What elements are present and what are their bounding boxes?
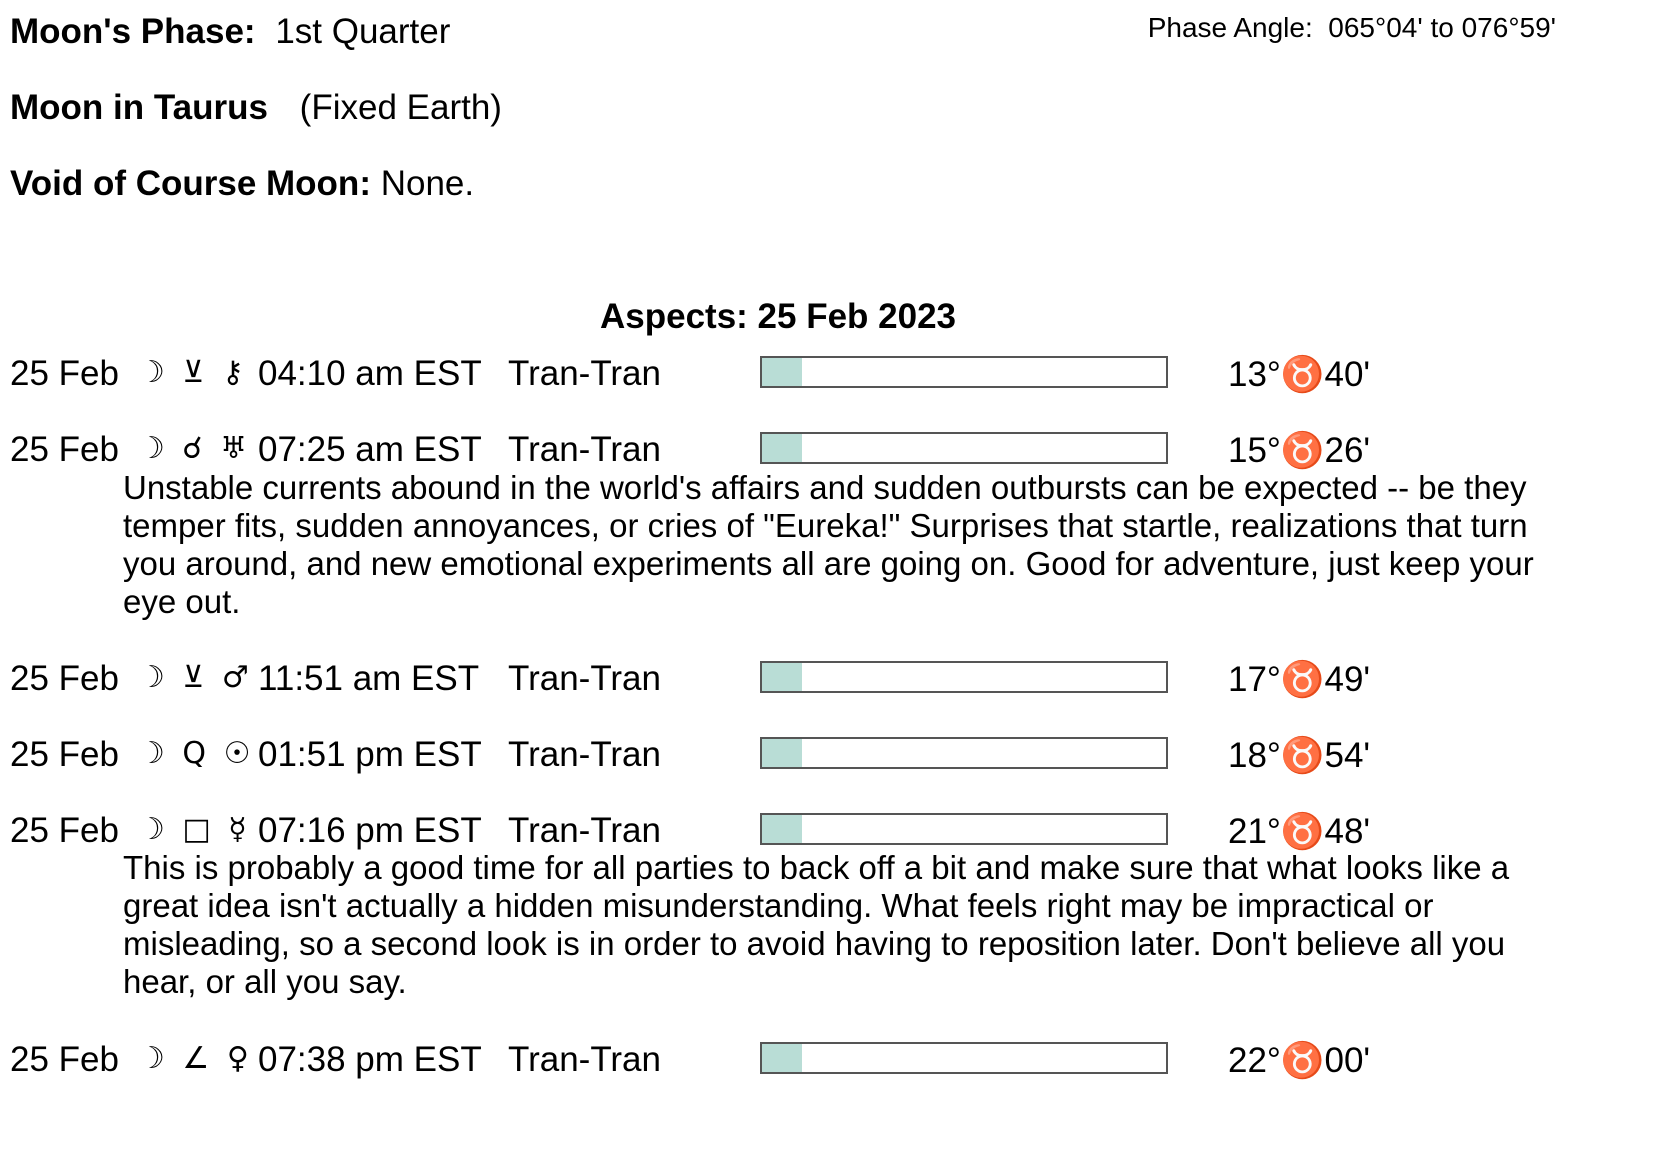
strength-fill — [762, 434, 802, 462]
aspect-position: 15°♉26' — [1228, 431, 1371, 470]
strength-fill — [762, 739, 802, 767]
aspect-glyphs: ☽ ☌ ♅ — [138, 431, 252, 466]
aspect-time: 07:16 pm EST — [258, 811, 482, 850]
aspect-type: Tran-Tran — [508, 430, 661, 469]
aspect-type: Tran-Tran — [508, 811, 661, 850]
aspect-type: Tran-Tran — [508, 354, 661, 393]
aspect-glyphs: ☽ ∠ ♀ — [138, 1041, 253, 1076]
strength-fill — [762, 358, 802, 386]
aspect-strength-bar — [760, 432, 1168, 464]
moon-sign-value: (Fixed Earth) — [299, 88, 502, 127]
aspect-strength-bar — [760, 737, 1168, 769]
aspect-date: 25 Feb — [10, 659, 119, 698]
aspect-glyphs: ☽ □ ☿ — [138, 812, 251, 847]
aspect-date: 25 Feb — [10, 735, 119, 774]
void-of-course-value: None. — [380, 164, 475, 203]
aspect-description: Unstable currents abound in the world's affairs and sudden outbursts can be expected -- be they temper fits, sudden annoyances, or cries of "Eureka!" Surprises that startle, realizations that turn you around, and new emotional experiments all are going on. Good for adventure, just keep your eye out. — [123, 469, 1534, 620]
aspect-time: 07:38 pm EST — [258, 1040, 482, 1079]
void-of-course-line — [10, 164, 474, 204]
aspect-position: 17°♉49' — [1228, 660, 1371, 699]
aspect-glyphs: ☽ Q ☉ — [138, 736, 255, 771]
void-of-course-label: Void of Course Moon: — [10, 164, 371, 203]
aspect-date: 25 Feb — [10, 1040, 119, 1079]
aspect-time: 11:51 am EST — [258, 659, 480, 698]
moon-phase-label: Moon's Phase: — [10, 12, 256, 51]
aspect-time: 07:25 am EST — [258, 430, 482, 469]
moon-sign-line — [10, 88, 502, 128]
aspect-type: Tran-Tran — [508, 659, 661, 698]
aspect-date: 25 Feb — [10, 811, 119, 850]
aspect-strength-bar — [760, 1042, 1168, 1074]
aspect-position: 13°♉40' — [1228, 355, 1371, 394]
aspect-position: 18°♉54' — [1228, 736, 1371, 775]
phase-angle: Phase Angle: 065°04' to 076°59' — [1147, 12, 1556, 43]
strength-fill — [762, 663, 802, 691]
aspect-time: 01:51 pm EST — [258, 735, 482, 774]
strength-fill — [762, 815, 802, 843]
aspect-strength-bar — [760, 356, 1168, 388]
aspect-position: 22°♉00' — [1228, 1041, 1371, 1080]
aspect-description: This is probably a good time for all parties to back off a bit and make sure that what looks like a great idea isn't actually a hidden misunderstanding. What feels right may be impractical or misleading, so a second look is in order to avoid having to reposition later. Don't believe all you hear, or all you say. — [123, 849, 1510, 1000]
aspect-date: 25 Feb — [10, 354, 119, 393]
strength-fill — [762, 1044, 802, 1072]
aspect-glyphs: ☽ ⊻ ♂ — [138, 660, 253, 695]
aspect-strength-bar — [760, 813, 1168, 845]
aspect-strength-bar — [760, 661, 1168, 693]
moon-phase-value: 1st Quarter — [275, 12, 451, 51]
moon-phase-line — [10, 12, 450, 52]
aspect-position: 21°♉48' — [1228, 812, 1371, 851]
aspect-type: Tran-Tran — [508, 735, 661, 774]
aspect-glyphs: ☽ ⊻ ⚷ — [138, 355, 248, 390]
moon-sign-label: Moon in Taurus — [10, 88, 268, 127]
aspect-time: 04:10 am EST — [258, 354, 482, 393]
aspects-title: Aspects: 25 Feb 2023 — [599, 297, 956, 336]
aspect-type: Tran-Tran — [508, 1040, 661, 1079]
aspect-date: 25 Feb — [10, 430, 119, 469]
